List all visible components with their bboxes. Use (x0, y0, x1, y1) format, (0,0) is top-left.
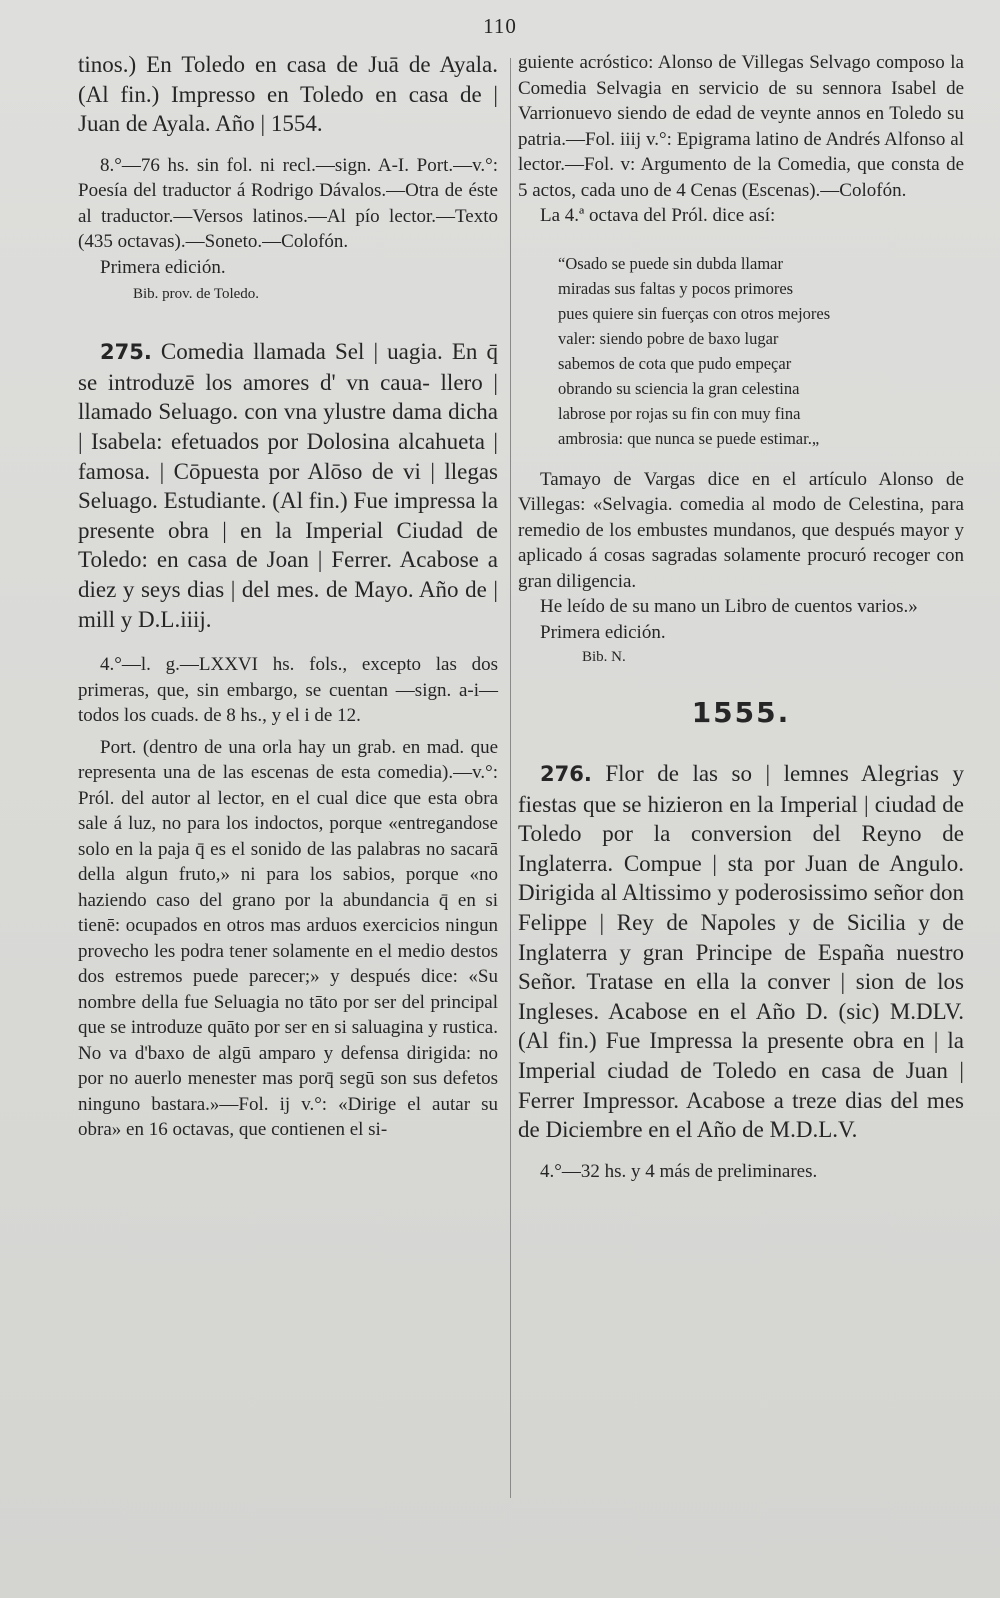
right-edition-note: Primera edición. (540, 621, 666, 643)
poem-line: valer: siendo pobre de baxo lugar (558, 328, 779, 348)
right-continuation-text: guiente acróstico: Alonso de Villegas Selvago composo la Comedia Selvagia en servicio de su sennora Isabel de Varrionuevo siendo de edad de veynte annos en Toledo su patria.—Fol. iiij v.°: Epigrama latino de Andrés Alfonso al lector.—Fol. v: Argumento de la Comedia, que consta de 5 actos, cada uno de 4 Cenas (Escenas).—Colofón. (518, 52, 964, 201)
right-column (518, 50, 964, 1184)
entry-276-number: 276. (540, 762, 592, 786)
poem-line: labrose por rojas su fin con muy fina (558, 403, 801, 423)
entry-275 (78, 337, 498, 634)
left-description: 8.°—76 hs. sin fol. ni recl.—sign. A-I. Port.—v.°: Poesía del traductor á Rodrigo Dávalos.—Otra de éste al traductor.—Versos latinos.—Al pío lector.—Texto (435 octavas).—Soneto.—Colofón. (78, 154, 498, 253)
right-library-note: Bib. N. (582, 649, 626, 665)
poem-line: obrando su sciencia la gran celestina (558, 378, 800, 398)
tamayo-quote: Tamayo de Vargas dice en el artículo Alonso de Villegas: «Selvagia. comedia al modo de Celestina, para remedio de los embustes mundanos, que después mayor y aplicado á cosas sagradas solamente procuró recoger con gran diligencia. (518, 468, 964, 592)
entry-276-title: Flor de las so | lemnes Alegrias y fiestas que se hizieron en la Imperial | ciudad de Toledo por la conversion del Reyno de Inglaterra. Compue | sta por Juan de Angulo. Dirigida al Altissimo y poderosissimo señor don Felippe | Rey de Napoles y de Sicilia y de Inglaterra y gran Principe de España nuestro Señor. Tratase en ella la conver | sion de los Ingleses. Acabose en el Año D. (sic) M.DLV. (Al fin.) Fue Impressa la presente obra en | la Imperial ciudad de Toledo en casa de Juan | Ferrer Impressor. Acabose a treze dias del mes de Diciembre en el Año de M.D.L.V. (518, 761, 964, 1143)
column-divider (510, 58, 511, 1498)
entry-276-collation: 4.°—32 hs. y 4 más de preliminares. (540, 1160, 818, 1182)
entry-275-number: 275. (100, 340, 152, 365)
poem-line: ambrosia: que nunca se puede estimar.„ (558, 428, 820, 448)
poem-line: sabemos de cota que pudo empeçar (558, 353, 792, 373)
left-library-note: Bib. prov. de Toledo. (133, 286, 260, 303)
left-edition-note: Primera edición. (100, 256, 226, 278)
entry-275-description: Port. (dentro de una orla hay un grab. en mad. que representa una de las escenas de esta comedia).—v.°: Pról. del autor al lector, en el cual dice que esta obra sale á luz, no para los indoctos, porque «entregandose solo en la paja q̄ es el sonido de las palabras no sacarā della algun fruto,» ni para los sabios, porque «no haziendo caso del grano por la abundancia q̄ en si tienē: ocupados en otros mas arduos exercicios ningun provecho les podra tener solamente en el medio destos dos estremos puede parecer;» y después dice: «Su nombre della fue Seluagia no tāto por ser del principal que se introduze quāto por ser en si saluagina y rustica. No va d'baxo de algū amparo y defensa dirigida: no por no auerlo menester mas porq̄ segū son sus defetos ninguno bastara.»—Fol. ij v.°: «Dirige el autar su obra» en 16 octavas, que contienen el si- (78, 736, 498, 1141)
entry-275-collation: 4.°—l. g.—LXXVI hs. fols., excepto las dos primeras, que, sin embargo, se cuentan —sign. a-i—todos los cuads. de 8 hs., y el i de 12. (78, 654, 498, 727)
entry-275-title: Comedia llamada Sel | uagia. En q̄ se introduzē los amores d' vn caua- llero | llamado Seluago. con vna ylustre dama dicha | Isabela: efetuados por Dolosina alcahueta | famosa. | Cōpuesta por Alōso de vi | llegas Seluago. Estudiante. (Al fin.) Fue impressa la presente obra | en la Imperial Ciudad de Toledo: en casa de Joan | Ferrer. Acabose a diez y seys dias | del mes. de Mayo. Año de | mill y D.L.iiij. (78, 339, 498, 632)
poem-line: pues quiere sin fuerças con otros mejores (558, 303, 831, 323)
poem-line: “Osado se puede sin dubda llamar (558, 253, 783, 273)
prologue-octave (558, 251, 938, 451)
entry-276 (518, 759, 964, 1145)
author-note: He leído de su mano un Libro de cuentos varios.» (540, 596, 918, 617)
right-prologue-intro: La 4.ª octava del Pról. dice así: (540, 205, 776, 226)
left-column (78, 50, 498, 1143)
year-heading: 1555. (691, 696, 791, 729)
left-continuation-text: tinos.) En Toledo en casa de Juā de Ayala. (Al fin.) Impresso en Toledo en casa de | Juan de Ayala. Año | 1554. (78, 52, 498, 137)
poem-line: miradas sus faltas y pocos primores (558, 278, 794, 298)
page-number: 110 (483, 14, 517, 38)
